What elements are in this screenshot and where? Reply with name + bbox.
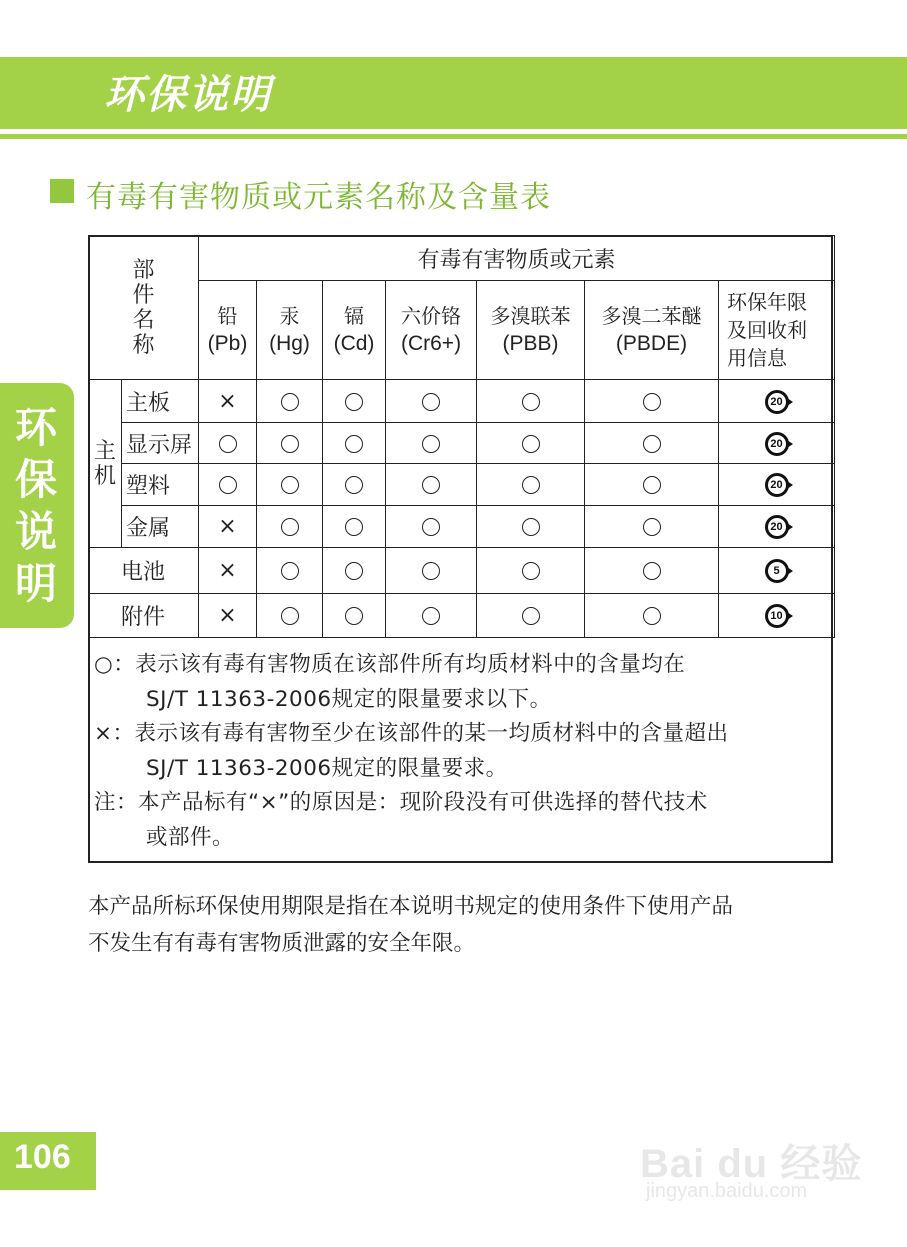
- note-prefix: ×：: [94, 721, 135, 746]
- group-header: 有毒有害物质或元素: [199, 236, 835, 281]
- notes-block: [94, 648, 830, 855]
- watermark-sub: jingyan.baidu.com: [646, 1180, 808, 1202]
- header-banner: [0, 57, 907, 129]
- watermark-main: Bai du 经验: [640, 1142, 863, 1186]
- substance-mark: ×: [199, 594, 257, 638]
- section-title: 有毒有害物质或元素名称及含量表: [86, 180, 551, 215]
- note-text: 表示该有毒有害物质在该部件所有均质材料中的含量均在: [135, 652, 686, 677]
- note-line-continued: SJ/T 11363-2006规定的限量要求以下。: [146, 686, 552, 712]
- col-pbde-en: (PBDE): [615, 332, 688, 355]
- section-bullet-icon: [50, 179, 74, 203]
- epup-years: 20: [770, 479, 783, 491]
- side-tab-label: 环保说明: [14, 403, 57, 608]
- note-text: 本产品标有“×”的原因是：现阶段没有可供选择的替代技术: [138, 790, 708, 815]
- epup-years: 20: [770, 521, 783, 533]
- note-prefix: ○：: [94, 652, 136, 677]
- note-text: 表示该有毒有害物至少在该部件的某一均质材料中的含量超出: [134, 721, 729, 746]
- row-component-name: 塑料: [122, 464, 199, 506]
- page-number: 106: [14, 1138, 71, 1176]
- col-pbb-en: (PBB): [502, 332, 559, 355]
- note-prefix: 注：: [94, 790, 139, 815]
- epup-years: 10: [770, 610, 783, 622]
- row-component-name: 附件: [89, 594, 199, 638]
- substance-mark: ×: [199, 506, 257, 548]
- note-line-continued: SJ/T 11363-2006规定的限量要求。: [146, 755, 508, 781]
- note-line: [94, 648, 830, 683]
- col-pb-cn: 铅: [217, 304, 238, 328]
- group-label-1: 主: [93, 438, 116, 464]
- corner-label-4: 称: [132, 332, 155, 358]
- row-component-name: 显示屏: [122, 423, 199, 464]
- col-pbde-cn: 多溴二苯醚: [601, 304, 702, 328]
- epup-header-line-2: 及回收利: [727, 318, 808, 342]
- col-hg-cn: 汞: [279, 304, 300, 328]
- epup-years: 5: [773, 565, 780, 577]
- col-hg-en: (Hg): [269, 332, 310, 355]
- group-label-2: 机: [93, 463, 116, 489]
- epup-header-line-1: 环保年限: [727, 290, 808, 314]
- footer-line-2: 不发生有有毒有害物质泄露的安全年限。: [88, 931, 476, 956]
- col-cd-cn: 镉: [344, 304, 365, 328]
- row-component-name: 金属: [122, 506, 199, 548]
- banner-title: 环保说明: [104, 72, 272, 118]
- row-component-name: 主板: [122, 380, 199, 423]
- row-component-name: 电池: [89, 548, 199, 594]
- col-pbb-cn: 多溴联苯: [490, 304, 571, 328]
- footer-text: [88, 888, 828, 962]
- footer-line-1: 本产品所标环保使用期限是指在本说明书规定的使用条件下使用产品: [88, 894, 734, 919]
- col-cd-en: (Cd): [333, 332, 375, 355]
- corner-label-1: 部: [132, 257, 155, 283]
- substance-mark: ×: [199, 548, 257, 594]
- note-line: [94, 717, 830, 752]
- col-cr6-en: (Cr6+): [400, 332, 462, 355]
- corner-label-3: 名: [132, 307, 155, 333]
- col-pb-en: (Pb): [207, 332, 248, 355]
- epup-header-line-3: 用信息: [727, 346, 788, 370]
- col-cr6-cn: 六价铬: [401, 304, 462, 328]
- corner-label-2: 件: [132, 282, 155, 308]
- epup-years: 20: [770, 437, 783, 450]
- epup-years: 20: [770, 395, 783, 408]
- banner-divider: [0, 134, 907, 139]
- substance-mark: ×: [199, 380, 257, 423]
- watermark: [640, 1110, 880, 1210]
- note-line-continued: 或部件。: [146, 824, 235, 850]
- note-line: [94, 786, 830, 821]
